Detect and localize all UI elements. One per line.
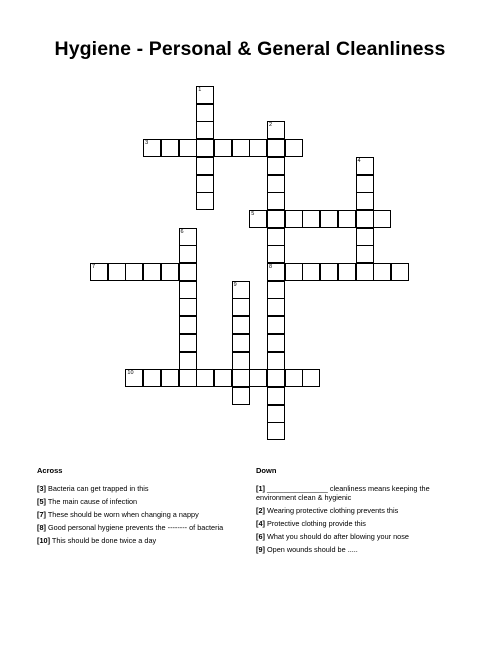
clue-item: [1] _______________ cleanliness means keeping the environment clean & hygienic — [256, 484, 430, 502]
grid-cell[interactable] — [196, 104, 214, 122]
grid-cell[interactable] — [267, 245, 285, 263]
clue-item: [8] Good personal hygiene prevents the -------- of bacteria — [37, 523, 224, 532]
grid-cell[interactable] — [356, 263, 374, 281]
clue-item: [6] What you should do after blowing your nose — [256, 532, 409, 541]
grid-cell[interactable] — [232, 387, 250, 405]
grid-cell[interactable] — [232, 352, 250, 370]
grid-cell[interactable] — [302, 210, 320, 228]
grid-cell[interactable] — [285, 263, 303, 281]
grid-cell[interactable] — [232, 369, 250, 387]
grid-cell[interactable] — [143, 263, 161, 281]
grid-cell[interactable] — [249, 139, 267, 157]
grid-cell[interactable] — [267, 157, 285, 175]
grid-cell[interactable] — [373, 210, 391, 228]
clue-number: 8 — [269, 264, 273, 270]
grid-cell[interactable] — [196, 139, 214, 157]
grid-cell[interactable] — [267, 210, 285, 228]
clue-item: [7] These should be worn when changing a nappy — [37, 510, 199, 519]
grid-cell[interactable] — [179, 263, 197, 281]
grid-cell[interactable] — [161, 139, 179, 157]
clue-number: 2 — [269, 122, 273, 129]
grid-cell[interactable] — [196, 192, 214, 210]
grid-cell[interactable] — [302, 263, 320, 281]
grid-cell[interactable] — [267, 263, 285, 281]
puzzle-title: Hygiene - Personal & General Cleanliness — [54, 38, 446, 60]
grid-cell[interactable] — [302, 369, 320, 387]
clue-number: 7 — [92, 264, 96, 270]
grid-cell[interactable] — [267, 175, 285, 193]
grid-cell[interactable] — [249, 210, 267, 228]
grid-cell[interactable] — [267, 139, 285, 157]
grid-cell[interactable] — [356, 245, 374, 263]
clue-number: 1 — [198, 87, 202, 93]
clue-item: [5] The main cause of infection — [37, 497, 138, 506]
grid-cell[interactable] — [232, 298, 250, 316]
grid-cell[interactable] — [320, 210, 338, 228]
grid-cell[interactable] — [267, 192, 285, 210]
grid-cell[interactable] — [267, 121, 285, 139]
grid-cell[interactable] — [267, 422, 285, 440]
grid-cell[interactable] — [161, 369, 179, 387]
grid-cell[interactable] — [179, 352, 197, 370]
clue-item: [10] This should be done twice a day — [37, 536, 157, 545]
grid-cell[interactable] — [356, 157, 374, 175]
grid-cell[interactable] — [161, 263, 179, 281]
grid-cell[interactable] — [196, 175, 214, 193]
across-clues — [37, 484, 247, 549]
grid-cell[interactable] — [320, 263, 338, 281]
grid-cell[interactable] — [143, 369, 161, 387]
grid-cell[interactable] — [196, 369, 214, 387]
grid-cell[interactable] — [196, 121, 214, 139]
grid-cell[interactable] — [232, 281, 250, 299]
grid-cell[interactable] — [143, 139, 161, 157]
grid-cell[interactable] — [179, 281, 197, 299]
grid-cell[interactable] — [179, 139, 197, 157]
grid-cell[interactable] — [179, 245, 197, 263]
clue-number: 4 — [357, 157, 361, 164]
grid-cell[interactable] — [338, 210, 356, 228]
grid-cell[interactable] — [232, 139, 250, 157]
grid-cell[interactable] — [285, 210, 303, 228]
down-clues — [256, 484, 466, 558]
grid-cell[interactable] — [179, 228, 197, 246]
grid-cell[interactable] — [249, 369, 267, 387]
grid-cell[interactable] — [179, 369, 197, 387]
grid-cell[interactable] — [373, 263, 391, 281]
grid-cell[interactable] — [338, 263, 356, 281]
clue-number: 10 — [127, 370, 134, 377]
clue-item: [4] Protective clothing provide this — [256, 519, 366, 528]
grid-cell[interactable] — [267, 228, 285, 246]
grid-cell[interactable] — [356, 175, 374, 193]
across-heading: Across — [37, 466, 63, 475]
grid-cell[interactable] — [179, 298, 197, 316]
clue-item: [9] Open wounds should be ..... — [256, 545, 358, 554]
grid-cell[interactable] — [125, 263, 143, 281]
grid-cell[interactable] — [214, 369, 232, 387]
grid-cell[interactable] — [214, 139, 232, 157]
grid-cell[interactable] — [108, 263, 126, 281]
grid-cell[interactable] — [125, 369, 143, 387]
grid-cell[interactable] — [356, 210, 374, 228]
grid-cell[interactable] — [285, 139, 303, 157]
grid-cell[interactable] — [267, 281, 285, 299]
grid-cell[interactable] — [196, 157, 214, 175]
grid-cell[interactable] — [179, 316, 197, 334]
grid-cell[interactable] — [267, 298, 285, 316]
grid-cell[interactable] — [267, 387, 285, 405]
grid-cell[interactable] — [196, 86, 214, 104]
grid-cell[interactable] — [285, 369, 303, 387]
down-heading: Down — [256, 466, 277, 475]
clue-number: 5 — [251, 210, 255, 217]
grid-cell[interactable] — [90, 263, 108, 281]
grid-cell[interactable] — [267, 369, 285, 387]
clue-number: 9 — [233, 281, 237, 288]
grid-cell[interactable] — [391, 263, 409, 281]
grid-cell[interactable] — [356, 192, 374, 210]
clue-number: 3 — [145, 140, 149, 147]
grid-cell[interactable] — [356, 228, 374, 246]
grid-cell[interactable] — [232, 334, 250, 352]
clue-item: [3] Bacteria can get trapped in this — [37, 484, 149, 493]
grid-cell[interactable] — [267, 334, 285, 352]
clue-item: [2] Wearing protective clothing prevents this — [256, 506, 399, 515]
clue-number: 6 — [180, 228, 184, 235]
grid-cell[interactable] — [179, 334, 197, 352]
grid-cell[interactable] — [267, 405, 285, 423]
grid-cell[interactable] — [232, 316, 250, 334]
grid-cell[interactable] — [267, 316, 285, 334]
grid-cell[interactable] — [267, 352, 285, 370]
